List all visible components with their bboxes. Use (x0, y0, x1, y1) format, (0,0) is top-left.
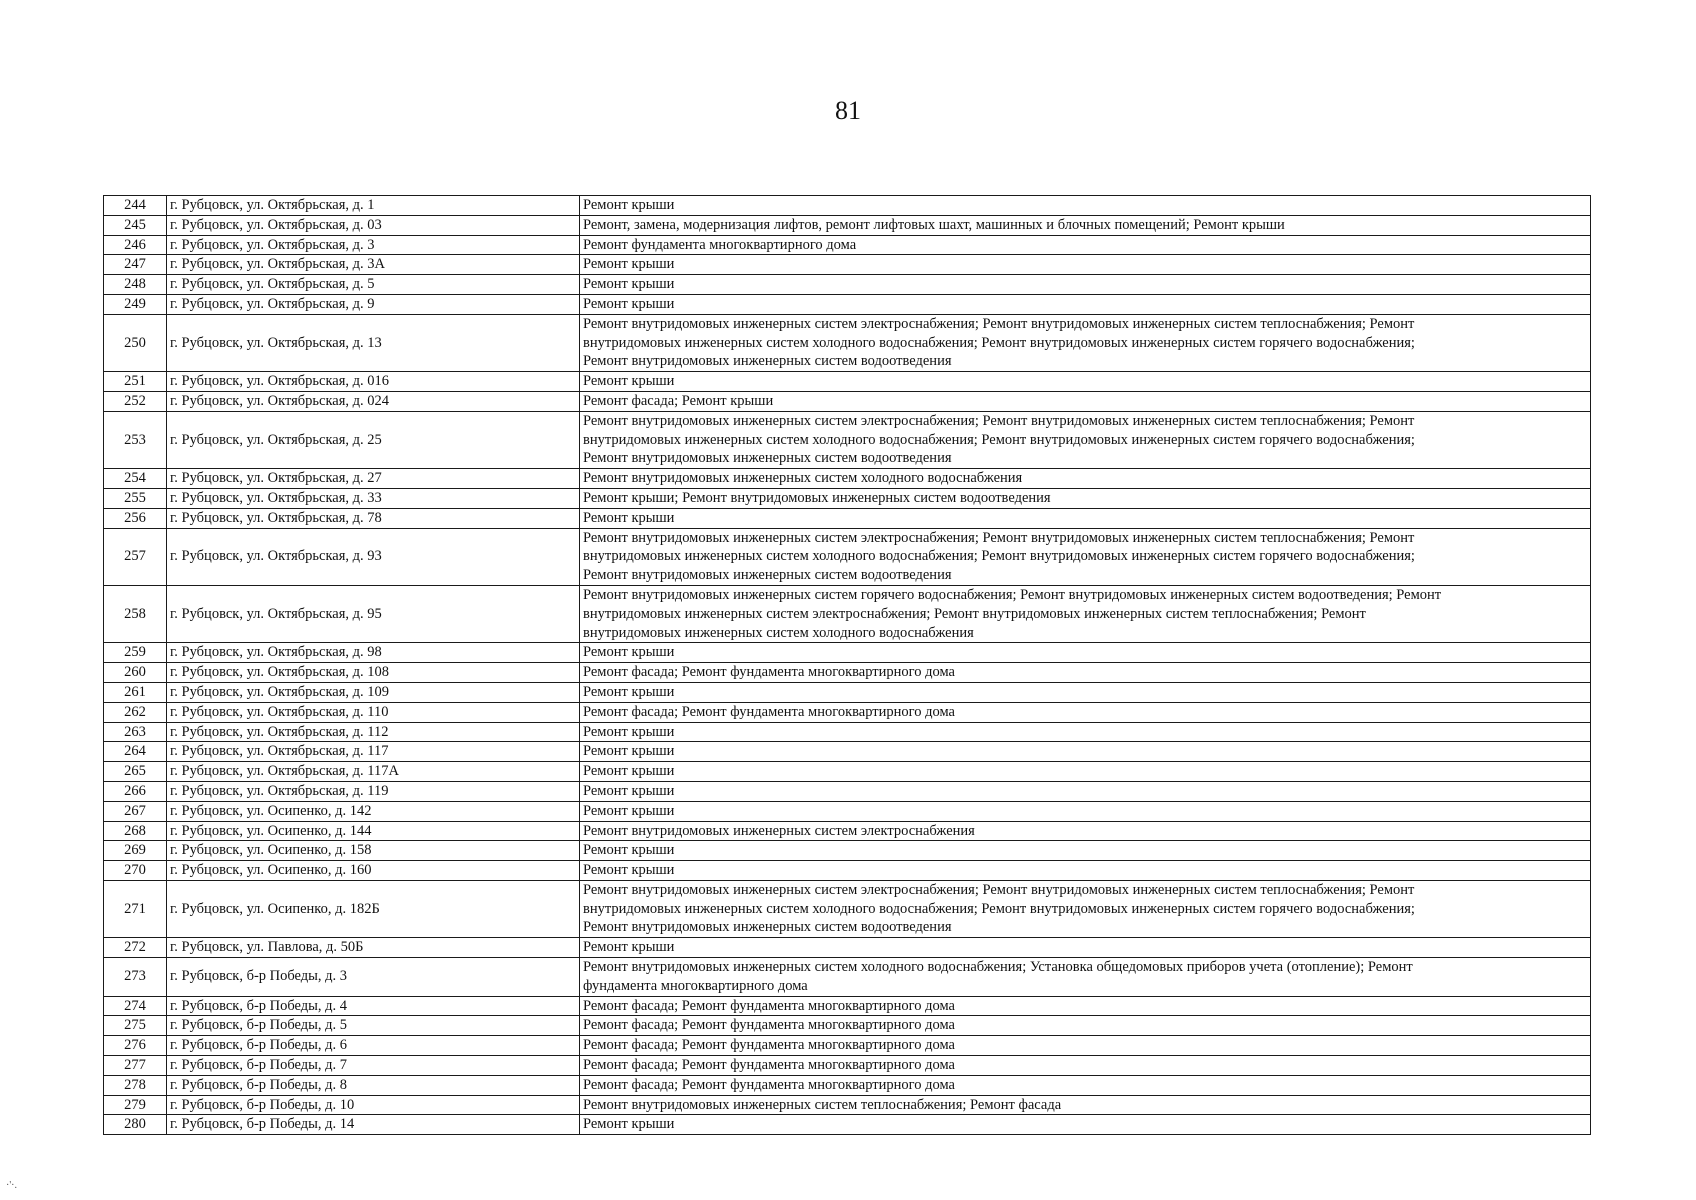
work-line: Ремонт внутридомовых инженерных систем холодного водоснабжения; Установка общедомовых приборов учета (отопление); Ремонт (583, 959, 1413, 976)
table-row (104, 411, 1591, 468)
row-address: г. Рубцовск, ул. Октябрьская, д. 03 (167, 215, 580, 235)
work-line: Ремонт крыши (583, 295, 675, 312)
row-number: 275 (104, 1016, 167, 1036)
row-address: г. Рубцовск, ул. Октябрьская, д. 3 (167, 235, 580, 255)
table-row (104, 996, 1591, 1016)
row-address: г. Рубцовск, ул. Октябрьская, д. 27 (167, 469, 580, 489)
work-line: Ремонт внутридомовых инженерных систем водоотведения (583, 450, 952, 467)
table-row (104, 722, 1591, 742)
work-line: Ремонт внутридомовых инженерных систем водоотведения (583, 919, 952, 936)
work-line: внутридомовых инженерных систем холодного водоснабжения; Ремонт внутридомовых инженерных систем горячего водоснабжения; (583, 431, 1415, 448)
repair-works-table (103, 195, 1591, 1135)
row-works (580, 1115, 1591, 1135)
row-number: 271 (104, 880, 167, 937)
row-number: 261 (104, 682, 167, 702)
table-row (104, 508, 1591, 528)
table-row (104, 1115, 1591, 1135)
table-row (104, 781, 1591, 801)
row-works (580, 585, 1591, 642)
work-line: Ремонт крыши (583, 723, 675, 740)
row-address: г. Рубцовск, ул. Октябрьская, д. 112 (167, 722, 580, 742)
table-row (104, 196, 1591, 216)
row-address: г. Рубцовск, ул. Октябрьская, д. 78 (167, 508, 580, 528)
row-address: г. Рубцовск, б-р Победы, д. 7 (167, 1056, 580, 1076)
row-number: 256 (104, 508, 167, 528)
row-address: г. Рубцовск, ул. Октябрьская, д. 93 (167, 528, 580, 585)
work-line: внутридомовых инженерных систем холодного водоснабжения; Ремонт внутридомовых инженерных систем горячего водоснабжения; (583, 900, 1415, 917)
table-row (104, 1095, 1591, 1115)
work-line: Ремонт крыши (583, 763, 675, 780)
row-address: г. Рубцовск, ул. Осипенко, д. 182Б (167, 880, 580, 937)
row-number: 272 (104, 938, 167, 958)
row-address: г. Рубцовск, б-р Победы, д. 8 (167, 1075, 580, 1095)
row-number: 265 (104, 762, 167, 782)
row-address: г. Рубцовск, ул. Октябрьская, д. 98 (167, 643, 580, 663)
table-row (104, 488, 1591, 508)
row-number: 269 (104, 841, 167, 861)
row-number: 247 (104, 255, 167, 275)
row-number: 280 (104, 1115, 167, 1135)
row-works (580, 488, 1591, 508)
work-line: Ремонт крыши (583, 862, 675, 879)
row-number: 276 (104, 1036, 167, 1056)
row-works (580, 528, 1591, 585)
row-works (580, 215, 1591, 235)
row-number: 260 (104, 663, 167, 683)
row-number: 266 (104, 781, 167, 801)
work-line: внутридомовых инженерных систем холодного водоснабжения; Ремонт внутридомовых инженерных систем горячего водоснабжения; (583, 334, 1415, 351)
row-number: 250 (104, 314, 167, 371)
row-works (580, 742, 1591, 762)
table-row (104, 372, 1591, 392)
row-address: г. Рубцовск, ул. Октябрьская, д. 5 (167, 275, 580, 295)
work-line: Ремонт фасада; Ремонт фундамента многоквартирного дома (583, 1017, 955, 1034)
table-row (104, 1075, 1591, 1095)
work-line: внутридомовых инженерных систем холодного водоснабжения (583, 624, 974, 641)
row-address: г. Рубцовск, ул. Осипенко, д. 160 (167, 861, 580, 881)
row-works (580, 275, 1591, 295)
table-row (104, 528, 1591, 585)
work-line: Ремонт крыши (583, 256, 675, 273)
row-works (580, 391, 1591, 411)
row-address: г. Рубцовск, б-р Победы, д. 10 (167, 1095, 580, 1115)
work-line: Ремонт внутридомовых инженерных систем электроснабжения; Ремонт внутридомовых инженерных систем теплоснабжения; Ремонт (583, 529, 1415, 546)
row-works (580, 255, 1591, 275)
row-address: г. Рубцовск, б-р Победы, д. 4 (167, 996, 580, 1016)
row-address: г. Рубцовск, ул. Октябрьская, д. 33 (167, 488, 580, 508)
table-row (104, 938, 1591, 958)
work-line: Ремонт крыши (583, 939, 675, 956)
row-works (580, 880, 1591, 937)
table-row (104, 1056, 1591, 1076)
work-line: Ремонт внутридомовых инженерных систем холодного водоснабжения (583, 470, 1023, 487)
row-number: 270 (104, 861, 167, 881)
table-row (104, 841, 1591, 861)
row-works (580, 663, 1591, 683)
work-line: Ремонт внутридомовых инженерных систем водоотведения (583, 567, 952, 584)
work-line: Ремонт крыши (583, 683, 675, 700)
work-line: Ремонт крыши (583, 743, 675, 760)
work-line: Ремонт крыши (583, 842, 675, 859)
work-line: Ремонт фасада; Ремонт фундамента многоквартирного дома (583, 1076, 955, 1093)
table-row (104, 801, 1591, 821)
row-works (580, 643, 1591, 663)
row-number: 279 (104, 1095, 167, 1115)
row-address: г. Рубцовск, ул. Октябрьская, д. 109 (167, 682, 580, 702)
row-number: 252 (104, 391, 167, 411)
row-works (580, 958, 1591, 997)
table-row (104, 1036, 1591, 1056)
row-works (580, 841, 1591, 861)
table-row (104, 585, 1591, 642)
work-line: Ремонт внутридомовых инженерных систем электроснабжения (583, 822, 975, 839)
work-line: Ремонт фасада; Ремонт фундамента многоквартирного дома (583, 997, 955, 1014)
row-number: 253 (104, 411, 167, 468)
work-line: Ремонт крыши (583, 373, 675, 390)
row-works (580, 1095, 1591, 1115)
row-address: г. Рубцовск, б-р Победы, д. 14 (167, 1115, 580, 1135)
work-line: Ремонт внутридомовых инженерных систем водоотведения (583, 353, 952, 370)
table-row (104, 255, 1591, 275)
row-address: г. Рубцовск, ул. Октябрьская, д. 108 (167, 663, 580, 683)
row-number: 246 (104, 235, 167, 255)
row-works (580, 801, 1591, 821)
work-line: Ремонт, замена, модернизация лифтов, ремонт лифтовых шахт, машинных и блочных помещений; Ремонт крыши (583, 216, 1285, 233)
table-row (104, 663, 1591, 683)
table-row (104, 275, 1591, 295)
work-line: Ремонт крыши (583, 276, 675, 293)
row-address: г. Рубцовск, ул. Октябрьская, д. 016 (167, 372, 580, 392)
row-number: 264 (104, 742, 167, 762)
table-row (104, 861, 1591, 881)
work-line: Ремонт фундамента многоквартирного дома (583, 236, 857, 253)
work-line: Ремонт фасада; Ремонт фундамента многоквартирного дома (583, 703, 955, 720)
row-number: 244 (104, 196, 167, 216)
work-line: Ремонт крыши (583, 197, 675, 213)
work-line: Ремонт крыши (583, 509, 675, 526)
work-line: Ремонт крыши (583, 1116, 675, 1133)
row-address: г. Рубцовск, ул. Октябрьская, д. 95 (167, 585, 580, 642)
row-address: г. Рубцовск, ул. Октябрьская, д. 110 (167, 702, 580, 722)
table-row (104, 391, 1591, 411)
table-row (104, 1016, 1591, 1036)
row-works (580, 762, 1591, 782)
work-line: Ремонт внутридомовых инженерных систем электроснабжения; Ремонт внутридомовых инженерных систем теплоснабжения; Ремонт (583, 315, 1415, 332)
row-address: г. Рубцовск, ул. Октябрьская, д. 119 (167, 781, 580, 801)
row-number: 249 (104, 294, 167, 314)
row-works (580, 781, 1591, 801)
table-row (104, 314, 1591, 371)
work-line: Ремонт фасада; Ремонт фундамента многоквартирного дома (583, 664, 955, 681)
row-address: г. Рубцовск, ул. Октябрьская, д. 117А (167, 762, 580, 782)
work-line: Ремонт крыши (583, 644, 675, 661)
row-number: 259 (104, 643, 167, 663)
table-row (104, 702, 1591, 722)
work-line: Ремонт крыши (583, 802, 675, 819)
row-number: 262 (104, 702, 167, 722)
row-address: г. Рубцовск, б-р Победы, д. 6 (167, 1036, 580, 1056)
page-number: 81 (835, 96, 861, 125)
row-works (580, 314, 1591, 371)
work-line: Ремонт внутридомовых инженерных систем электроснабжения; Ремонт внутридомовых инженерных систем теплоснабжения; Ремонт (583, 412, 1415, 429)
row-works (580, 372, 1591, 392)
row-address: г. Рубцовск, ул. Октябрьская, д. 1 (167, 196, 580, 216)
row-number: 273 (104, 958, 167, 997)
row-address: г. Рубцовск, ул. Октябрьская, д. 9 (167, 294, 580, 314)
row-works (580, 996, 1591, 1016)
work-line: Ремонт крыши (583, 782, 675, 799)
table-row (104, 821, 1591, 841)
table-row (104, 469, 1591, 489)
row-number: 257 (104, 528, 167, 585)
row-address: г. Рубцовск, ул. Павлова, д. 50Б (167, 938, 580, 958)
row-address: г. Рубцовск, ул. Октябрьская, д. 13 (167, 314, 580, 371)
table-row (104, 215, 1591, 235)
work-line: внутридомовых инженерных систем электроснабжения; Ремонт внутридомовых инженерных систем теплоснабжения; Ремонт (583, 605, 1366, 622)
row-works (580, 722, 1591, 742)
row-address: г. Рубцовск, б-р Победы, д. 3 (167, 958, 580, 997)
work-line: Ремонт внутридомовых инженерных систем горячего водоснабжения; Ремонт внутридомовых инженерных систем водоотведения; Ремонт (583, 586, 1442, 603)
row-number: 258 (104, 585, 167, 642)
row-number: 254 (104, 469, 167, 489)
work-line: внутридомовых инженерных систем холодного водоснабжения; Ремонт внутридомовых инженерных систем горячего водоснабжения; (583, 548, 1415, 565)
row-works (580, 938, 1591, 958)
row-works (580, 682, 1591, 702)
row-works (580, 508, 1591, 528)
table-row (104, 742, 1591, 762)
row-number: 278 (104, 1075, 167, 1095)
row-works (580, 196, 1591, 216)
row-works (580, 861, 1591, 881)
table-row (104, 235, 1591, 255)
row-address: г. Рубцовск, ул. Октябрьская, д. 25 (167, 411, 580, 468)
row-address: г. Рубцовск, ул. Осипенко, д. 158 (167, 841, 580, 861)
row-number: 251 (104, 372, 167, 392)
row-number: 245 (104, 215, 167, 235)
row-address: г. Рубцовск, ул. Октябрьская, д. 024 (167, 391, 580, 411)
row-works (580, 702, 1591, 722)
row-number: 267 (104, 801, 167, 821)
table-row (104, 682, 1591, 702)
work-line: Ремонт фасада; Ремонт крыши (583, 392, 774, 409)
row-works (580, 411, 1591, 468)
row-number: 268 (104, 821, 167, 841)
row-works (580, 294, 1591, 314)
row-works (580, 235, 1591, 255)
row-address: г. Рубцовск, б-р Победы, д. 5 (167, 1016, 580, 1036)
row-works (580, 821, 1591, 841)
row-number: 248 (104, 275, 167, 295)
row-number: 274 (104, 996, 167, 1016)
row-works (580, 1056, 1591, 1076)
work-line: Ремонт внутридомовых инженерных систем теплоснабжения; Ремонт фасада (583, 1096, 1062, 1113)
row-address: г. Рубцовск, ул. Октябрьская, д. 3А (167, 255, 580, 275)
row-number: 263 (104, 722, 167, 742)
row-address: г. Рубцовск, ул. Осипенко, д. 142 (167, 801, 580, 821)
row-address: г. Рубцовск, ул. Осипенко, д. 144 (167, 821, 580, 841)
row-number: 277 (104, 1056, 167, 1076)
table-body (104, 196, 1591, 1135)
table-row (104, 762, 1591, 782)
work-line: фундамента многоквартирного дома (583, 977, 808, 994)
row-works (580, 1075, 1591, 1095)
work-line: Ремонт крыши; Ремонт внутридомовых инженерных систем водоотведения (583, 489, 1051, 506)
row-works (580, 1016, 1591, 1036)
scan-artifact: ·'·. (6, 1180, 17, 1191)
table-row (104, 294, 1591, 314)
work-line: Ремонт внутридомовых инженерных систем электроснабжения; Ремонт внутридомовых инженерных систем теплоснабжения; Ремонт (583, 881, 1415, 898)
work-line: Ремонт фасада; Ремонт фундамента многоквартирного дома (583, 1057, 955, 1074)
row-works (580, 1036, 1591, 1056)
row-number: 255 (104, 488, 167, 508)
table-row (104, 880, 1591, 937)
table-row (104, 958, 1591, 997)
row-address: г. Рубцовск, ул. Октябрьская, д. 117 (167, 742, 580, 762)
row-works (580, 469, 1591, 489)
work-line: Ремонт фасада; Ремонт фундамента многоквартирного дома (583, 1037, 955, 1054)
table-row (104, 643, 1591, 663)
